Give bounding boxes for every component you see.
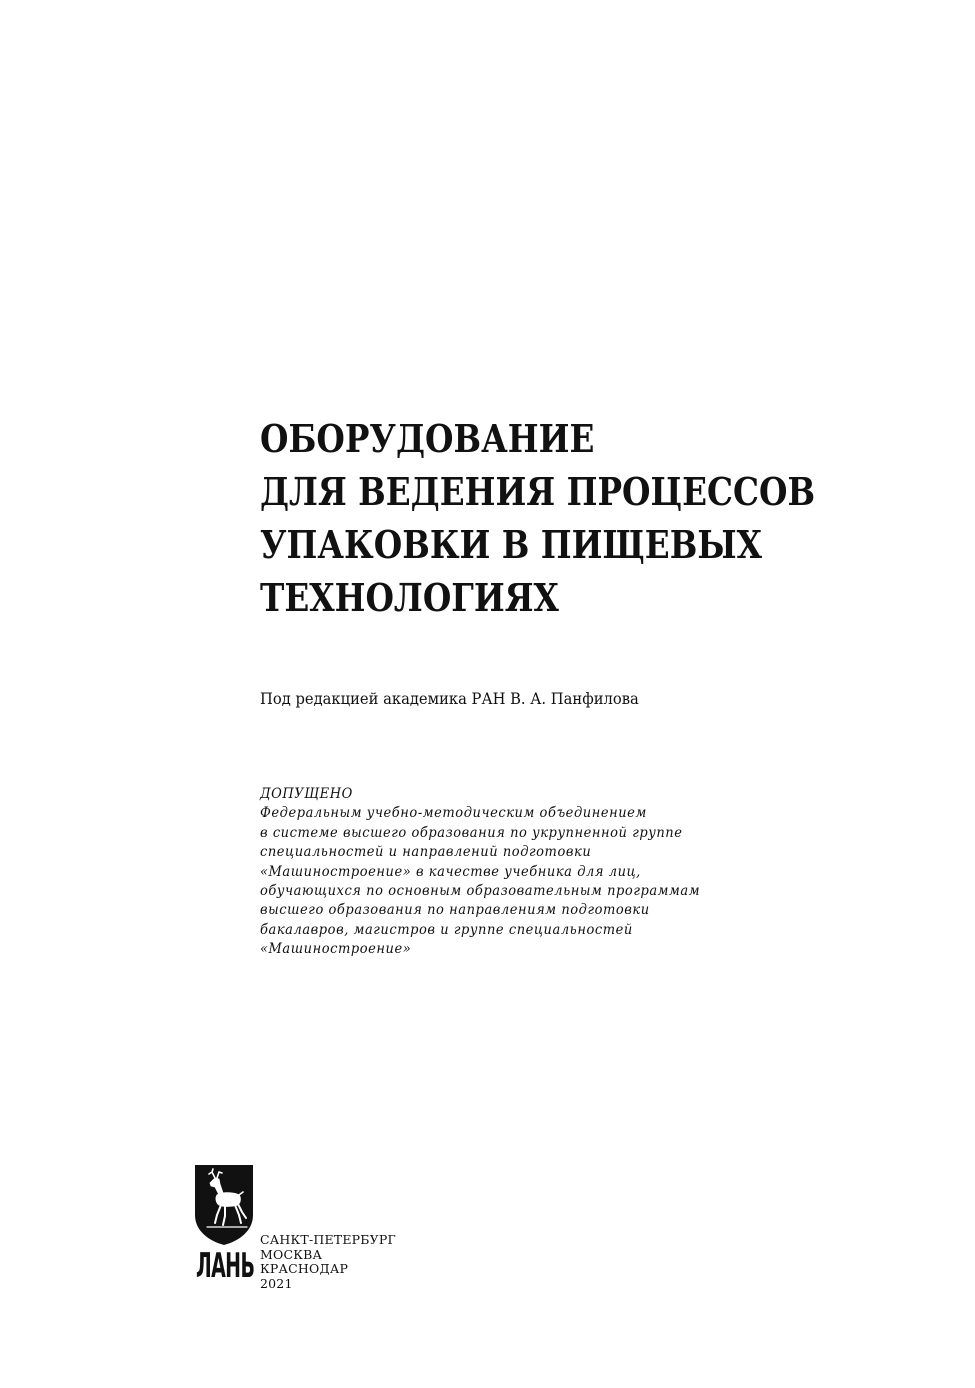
book-title [260,412,845,624]
approval-line-4: специальностей и направлений подготовки [260,844,592,861]
publication-year: 2021 [260,1275,293,1291]
approval-line-1: ДОПУЩЕНО [260,786,353,802]
publisher-imprint [260,1233,396,1291]
editor-credit: Под редакцией академика РАН В. А. Панфилова [260,689,639,708]
approval-line-9: «Машиностроение» [260,941,412,958]
approval-notice [260,785,818,960]
publisher-logo-text: ЛАНЬ [196,1246,255,1286]
city-krasnodar: КРАСНОДАР [260,1261,349,1276]
title-line-2: ДЛЯ ВЕДЕНИЯ ПРОЦЕССОВ [260,469,816,514]
deer-shield-icon [195,1165,255,1245]
title-line-1: ОБОРУДОВАНИЕ [260,416,595,461]
approval-line-6: обучающихся по основным образовательным программам [260,883,701,900]
approval-line-2: Федеральным учебно-методическим объединением [260,805,647,822]
approval-line-8: бакалавров, магистров и группе специальностей [260,921,633,938]
title-line-3: УПАКОВКИ В ПИЩЕВЫХ [260,522,762,567]
approval-line-3: в системе высшего образования по укрупненной группе [260,824,683,841]
approval-line-5: «Машиностроение» в качестве учебника для лиц, [260,863,641,880]
city-saint-petersburg: САНКТ-ПЕТЕРБУРГ [260,1232,396,1247]
approval-line-7: высшего образования по направлениям подготовки [260,902,650,919]
city-moscow: МОСКВА [260,1246,323,1262]
title-line-4: ТЕХНОЛОГИЯХ [260,575,559,620]
